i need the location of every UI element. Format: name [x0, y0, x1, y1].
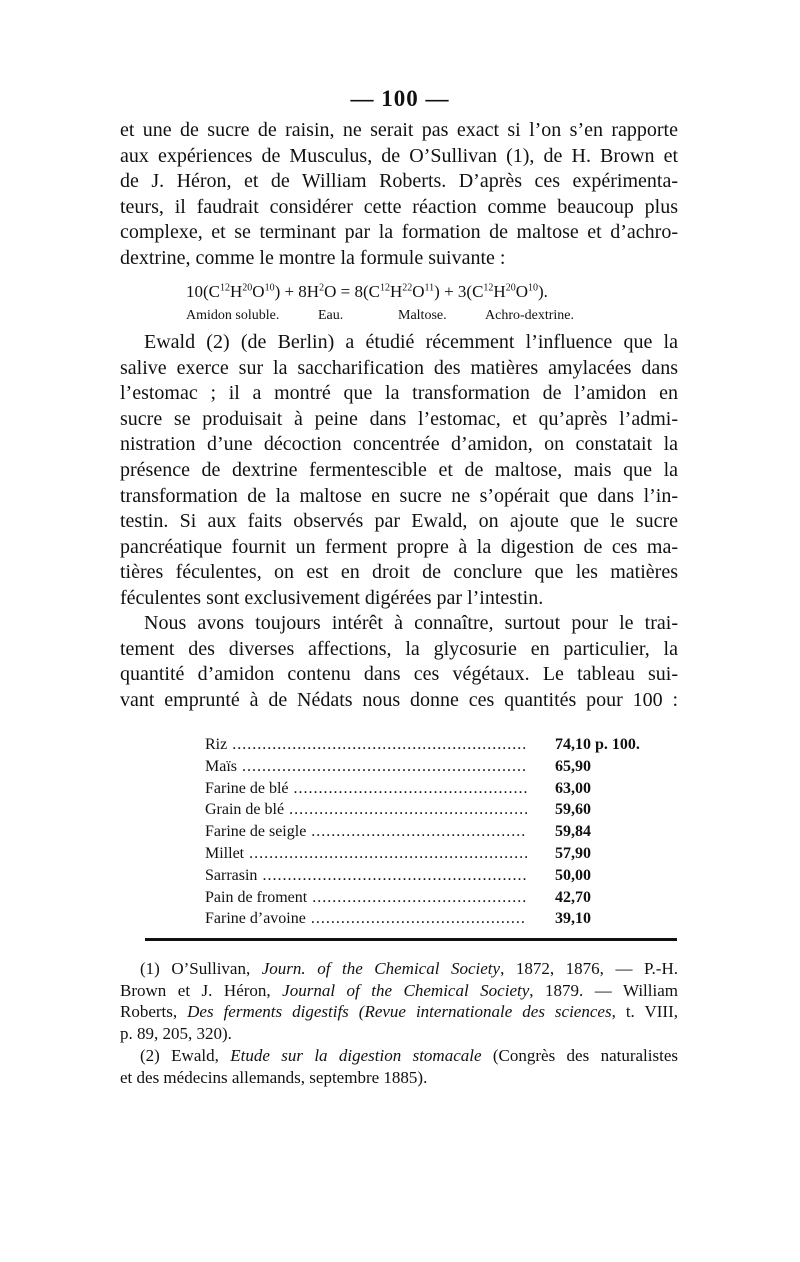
formula-label: Achro-dextrine. [485, 308, 575, 323]
footnote-line: Brown et J. Héron, Journal of the Chemical Society, 1879. — William [120, 980, 678, 1000]
formula-label: Maltose. [398, 308, 447, 323]
text-line: de J. Héron, et de William Roberts. D’après ces expérimenta- [120, 170, 678, 193]
table-row-value: 42,70 [555, 888, 591, 906]
table-row-value: 57,90 [555, 844, 591, 862]
footnote-1 [120, 958, 678, 1045]
table-row-value: 59,60 [555, 801, 591, 819]
table-row-value: 65,90 [555, 757, 591, 775]
table-row-value: 39,10 [555, 910, 591, 928]
table-row-name: Grain de blé ..... [205, 799, 527, 821]
table-row-name: Farine d’avoine ..... [205, 908, 527, 930]
table-row-name: Farine de blé ..... [205, 778, 527, 800]
table-row [205, 778, 675, 800]
table-row [205, 799, 675, 821]
formula-label: Eau. [318, 308, 344, 323]
text-line: sucre se produisait à peine dans l’estomac, et qu’après l’admi- [120, 407, 678, 430]
table-row [205, 843, 675, 865]
footnote-2 [120, 1045, 678, 1088]
table-row-value: 50,00 [555, 866, 591, 884]
table-unit: p. 100. [595, 736, 640, 753]
text-line: vant emprunté à de Nédats nous donne ces quantités pour 100 : [120, 688, 678, 711]
text-line: et une de sucre de raisin, ne serait pas exact si l’on s’en rapporte [120, 119, 678, 141]
page-number: — 100 — [350, 86, 450, 111]
text-line: salive exerce sur la saccharification des matières amylacées dans [120, 356, 678, 379]
formula-label: Amidon soluble. [186, 308, 280, 323]
table-row [205, 821, 675, 843]
table-row [205, 908, 675, 930]
footnote-line: (1) O’Sullivan, Journ. of the Chemical Society, 1872, 1876, — P.-H. [140, 959, 678, 978]
table-row-value: 74,10 p. 100. [555, 736, 640, 753]
footnote-line: et des médecins allemands, septembre 1885). [120, 1067, 428, 1087]
paragraph-2 [120, 330, 678, 612]
table-row [205, 756, 675, 778]
table-row-value: 63,00 [555, 779, 591, 797]
table-row-name: Pain de froment ..... [205, 887, 527, 909]
table-row [205, 734, 675, 756]
table-row-name: Millet ..... [205, 843, 527, 865]
table-row-value: 59,84 [555, 823, 591, 841]
text-line: tement des diverses affections, la glycosurie en particulier, la [120, 637, 678, 660]
text-line: présence de dextrine fermentescible et de maltose, mais que la [120, 458, 678, 481]
paragraph-1 [120, 118, 678, 272]
text-line: dextrine, comme le montre la formule suivante : [120, 246, 506, 269]
text-line: transformation de la maltose en sucre ne s’opérait que dans l’in- [120, 484, 678, 507]
text-line: féculentes sont exclusivement digérées par l’intestin. [120, 586, 544, 609]
starch-table [205, 734, 675, 930]
table-row-name: Sarrasin ..... [205, 865, 527, 887]
table-row-name: Riz ..... [205, 734, 527, 756]
text-line: quantité d’amidon contenu dans ces végétaux. Le tableau sui- [120, 663, 678, 686]
footnote-divider [145, 938, 677, 941]
text-line: aux expériences de Musculus, de O’Sullivan (1), de H. Brown et [120, 144, 678, 167]
table-row-name: Farine de seigle ..... [205, 821, 527, 843]
text-line: nistration d’une décoction concentrée d’amidon, on constatait la [120, 433, 678, 456]
footnote-line: (2) Ewald, Etude sur la digestion stomacale (Congrès des naturalistes [140, 1046, 678, 1065]
table-row-name: Maïs ..... [205, 756, 527, 778]
text-line: testin. Si aux faits observés par Ewald, on ajoute que le sucre [120, 510, 678, 533]
text-line: Ewald (2) (de Berlin) a étudié récemment l’influence que la [144, 331, 678, 353]
table-row [205, 887, 675, 909]
footnote-line: Roberts, Des ferments digestifs (Revue internationale des sciences, t. VIII, [120, 1002, 678, 1022]
chemical-formula: $10(C^{12}H^{20}O^{10}) + 8H^2O = 8(C^{12}H^{22}O^{11}) + 3(C^{12}H^{20}O^{10})$. [186, 282, 548, 301]
text-line: Nous avons toujours intérêt à connaître, surtout pour le trai- [144, 612, 678, 634]
text-line: pancréatique fournit un ferment propre à la digestion de ces ma- [120, 535, 678, 558]
footnote-line: p. 89, 205, 320). [120, 1024, 232, 1044]
text-line: complexe, et se terminant par la formation de maltose et d’achro- [120, 221, 678, 244]
paragraph-3 [120, 611, 678, 713]
text-line: tières féculentes, on est en droit de conclure que les matières [120, 561, 678, 584]
text-line: teurs, il faudrait considérer cette réaction comme beaucoup plus [120, 195, 678, 218]
text-line: l’estomac ; il a montré que la transformation de l’amidon en [120, 382, 678, 405]
table-row [205, 865, 675, 887]
